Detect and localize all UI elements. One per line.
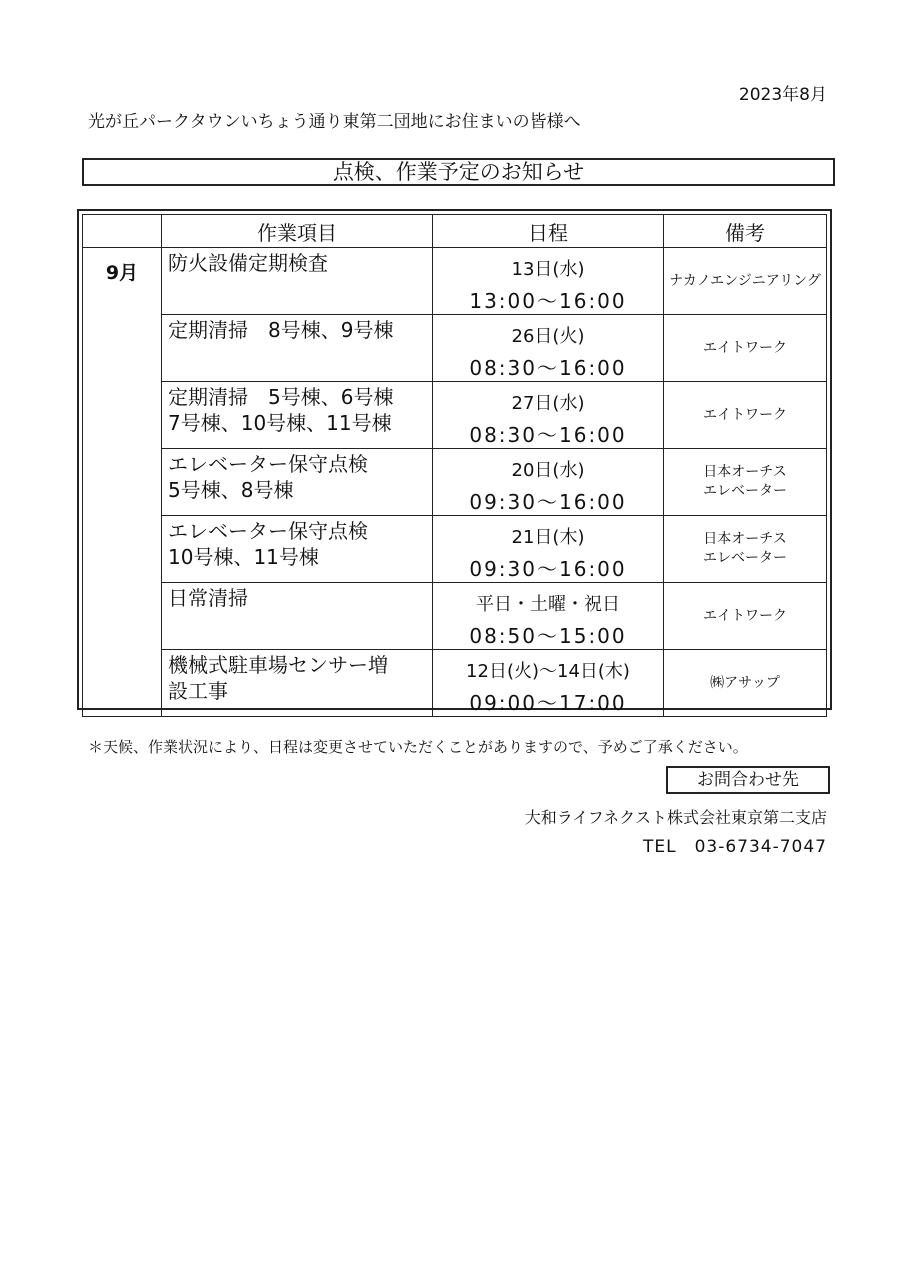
- table-row: [83, 315, 827, 382]
- remarks-cell: [664, 583, 827, 650]
- work-item-line: 5号棟、8号棟: [168, 478, 294, 502]
- schedule-day: 平日・土曜・祝日: [476, 594, 620, 615]
- schedule-table-frame: [77, 209, 832, 715]
- table-row: [83, 382, 827, 449]
- work-item-line: 設工事: [168, 679, 228, 703]
- work-item-cell: [162, 248, 433, 315]
- remarks-line: ナカノエンジニアリング: [669, 272, 821, 289]
- schedule-cell: [433, 449, 664, 516]
- contact-label: お問合わせ先: [666, 766, 830, 794]
- schedule-cell: [433, 315, 664, 382]
- work-item-line: 防火設備定期検査: [168, 251, 328, 275]
- table-row: [83, 248, 827, 315]
- work-item-cell: [162, 516, 433, 583]
- remarks-line: ㈱アサップ: [710, 674, 780, 691]
- schedule-time: 13:00〜16:00: [469, 289, 627, 313]
- schedule-day: 27日(水): [511, 393, 585, 414]
- remarks-cell: [664, 650, 827, 717]
- remarks-cell: [664, 248, 827, 315]
- work-item-cell: [162, 315, 433, 382]
- work-item-cell: [162, 650, 433, 717]
- header-remarks: 備考: [664, 215, 827, 248]
- table-row: [83, 583, 827, 650]
- schedule-time: 09:30〜16:00: [469, 490, 627, 514]
- table-row: [83, 650, 827, 717]
- work-item-line: エレベーター保守点検: [168, 452, 368, 476]
- schedule-time: 08:30〜16:00: [469, 356, 627, 380]
- table-row: [83, 449, 827, 516]
- schedule-cell: [433, 583, 664, 650]
- addressee-line: 光が丘パークタウンいちょう通り東第二団地にお住まいの皆様へ: [88, 112, 581, 132]
- schedule-table: [82, 214, 827, 717]
- work-item-cell: [162, 449, 433, 516]
- remarks-line: エイトワーク: [703, 406, 787, 423]
- table-header-row: [83, 215, 827, 248]
- schedule-cell: [433, 650, 664, 717]
- schedule-day: 12日(火)〜14日(木): [466, 661, 630, 682]
- table-row: [83, 516, 827, 583]
- remarks-line: 日本オーチス: [703, 464, 787, 480]
- schedule-time: 08:30〜16:00: [469, 423, 627, 447]
- work-item-line: 機械式駐車場センサー増: [168, 653, 388, 677]
- remarks-line: エイトワーク: [703, 339, 787, 356]
- work-item-cell: [162, 583, 433, 650]
- schedule-cell: [433, 248, 664, 315]
- schedule-day: 21日(木): [511, 527, 585, 548]
- remarks-cell: [664, 315, 827, 382]
- schedule-day: 13日(水): [511, 259, 585, 280]
- schedule-cell: [433, 516, 664, 583]
- work-item-line: 7号棟、10号棟、11号棟: [168, 411, 392, 435]
- work-item-cell: [162, 382, 433, 449]
- schedule-time: 08:50〜15:00: [469, 624, 627, 648]
- remarks-cell: [664, 516, 827, 583]
- schedule-time: 09:30〜16:00: [469, 557, 627, 581]
- footnote: ＊天候、作業状況により、日程は変更させていただくことがありますので、予めご了承ください。: [88, 738, 748, 756]
- header-month: [83, 215, 162, 248]
- remarks-line: エイトワーク: [703, 607, 787, 624]
- work-item-line: 10号棟、11号棟: [168, 545, 319, 569]
- document-date: 2023年8月: [738, 85, 827, 105]
- schedule-time: 09:00〜17:00: [469, 691, 627, 715]
- header-work-item: 作業項目: [162, 215, 433, 248]
- notice-title: 点検、作業予定のお知らせ: [82, 158, 835, 186]
- work-item-line: 日常清掃: [168, 586, 248, 610]
- remarks-cell: [664, 449, 827, 516]
- remarks-line: 日本オーチス: [703, 531, 787, 547]
- remarks-cell: [664, 382, 827, 449]
- phone-number: TEL 03-6734-7047: [642, 837, 827, 857]
- header-schedule: 日程: [433, 215, 664, 248]
- schedule-day: 26日(火): [511, 326, 585, 347]
- schedule-day: 20日(水): [511, 460, 585, 481]
- company-name: 大和ライフネクスト株式会社東京第二支店: [524, 808, 827, 827]
- remarks-line: エレベーター: [703, 550, 787, 566]
- schedule-cell: [433, 382, 664, 449]
- work-item-line: 定期清掃 8号棟、9号棟: [168, 318, 394, 342]
- remarks-line: エレベーター: [703, 483, 787, 499]
- month-cell: 9月: [83, 248, 162, 717]
- work-item-line: エレベーター保守点検: [168, 519, 368, 543]
- work-item-line: 定期清掃 5号棟、6号棟: [168, 385, 394, 409]
